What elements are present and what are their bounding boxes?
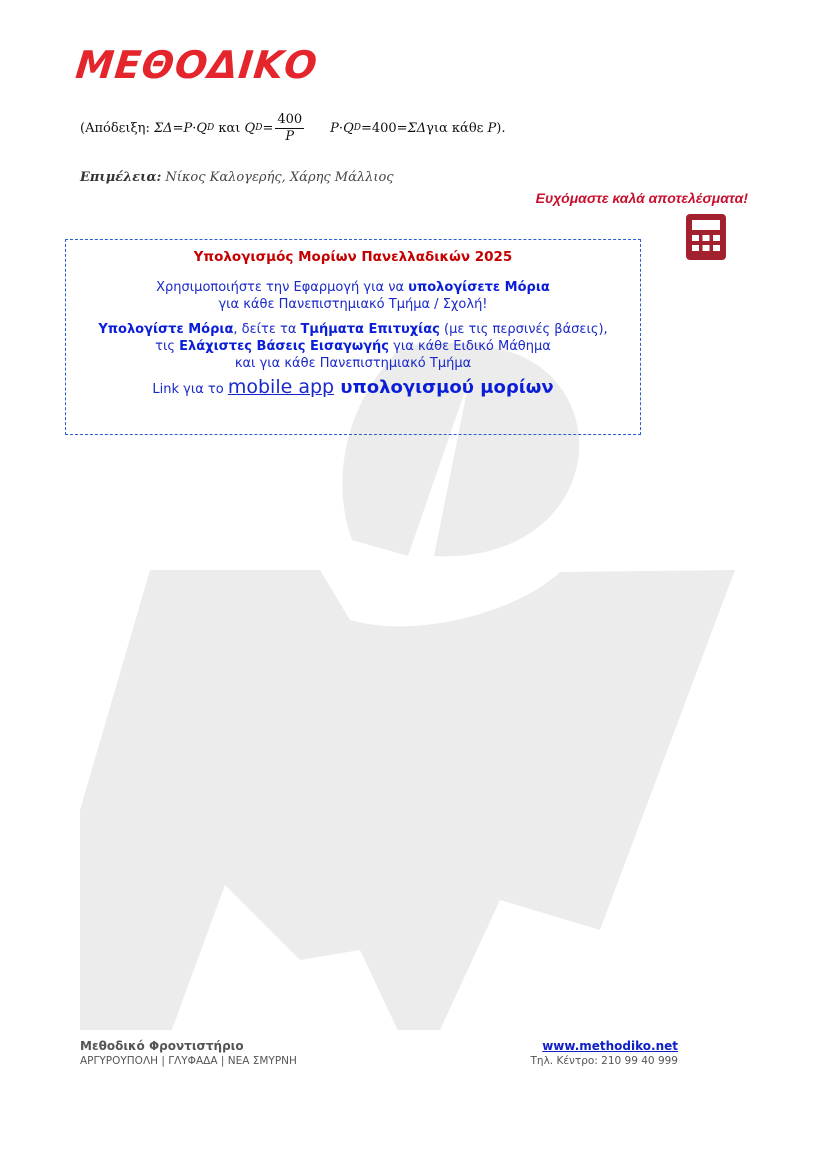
- for-each-text: για κάθε: [426, 120, 484, 136]
- quantity-symbol: Q: [196, 120, 208, 136]
- promo-line-6-text: Link για το: [152, 382, 228, 397]
- demand-subscript: D: [207, 123, 215, 133]
- promo-line-3: [94, 321, 612, 338]
- fraction-denominator: P: [285, 128, 295, 144]
- quantity-symbol-3: Q: [343, 120, 354, 136]
- demand-subscript-2: D: [255, 123, 263, 133]
- footer-locations: ΑΡΓΥΡΟΥΠΟΛΗ | ΓΛΥΦΑΔΑ | ΝΕΑ ΣΜΥΡΝΗ: [80, 1055, 297, 1067]
- fraction-numerator: 400: [277, 111, 303, 127]
- equals-sign: =: [172, 120, 184, 136]
- website-link[interactable]: www.methodiko.net: [542, 1039, 678, 1053]
- promo-line-4-tail: για κάθε Ειδικό Μάθημα: [389, 339, 551, 354]
- quantity-symbol-2: Q: [244, 120, 256, 136]
- footer-name: Μεθοδικό Φροντιστήριο: [80, 1039, 244, 1053]
- proof-equation: [80, 108, 506, 148]
- and-word: και: [218, 120, 241, 136]
- editors-line: [80, 170, 394, 185]
- calculate-moria-text[interactable]: Υπολογίστε Μόρια: [98, 322, 234, 337]
- mobile-app-link[interactable]: mobile app: [227, 376, 335, 398]
- promo-line-3-tail: (με τις περσινές βάσεις),: [439, 322, 608, 337]
- calculator-icon[interactable]: [686, 214, 726, 260]
- sigma-delta-2: ΣΔ: [407, 120, 427, 136]
- min-admission-scores-text[interactable]: Ελάχιστες Βάσεις Εισαγωγής: [179, 339, 390, 354]
- price-symbol-3: P: [487, 120, 497, 136]
- promo-line-4: [94, 338, 612, 355]
- promo-title: Υπολογισμός Μορίων Πανελλαδικών 2025: [193, 249, 513, 265]
- equals-400: =400=: [360, 120, 408, 136]
- footer-right: [531, 1039, 679, 1067]
- sigma-delta: ΣΔ: [153, 120, 173, 136]
- editors-label: Επιμέλεια:: [80, 170, 162, 185]
- footer-left: [80, 1039, 297, 1067]
- dot-operator: ·: [192, 120, 197, 136]
- success-departments-text[interactable]: Τμήματα Επιτυχίας: [300, 322, 440, 337]
- promo-line-3-text: , δείτε τα: [233, 322, 301, 337]
- footer-phone: Τηλ. Κέντρο: 210 99 40 999: [530, 1055, 678, 1067]
- dot-operator-2: ·: [338, 120, 344, 136]
- price-symbol-2: P: [330, 120, 339, 136]
- proof-end: ).: [496, 120, 506, 136]
- moria-calc-app-link[interactable]: υπολογισμού μορίων: [334, 377, 554, 398]
- promo-line-2: για κάθε Πανεπιστημιακό Τμήμα / Σχολή!: [218, 297, 488, 312]
- equals-sign-2: =: [262, 120, 274, 136]
- demand-subscript-3: D: [353, 123, 361, 133]
- editors-names: Νίκος Καλογερής, Χάρης Μάλλιος: [165, 170, 394, 185]
- calculate-moria-link[interactable]: υπολογίσετε Μόρια: [408, 280, 550, 295]
- promo-line-4-text: τις: [155, 339, 180, 354]
- methodiko-logo: ΜΕΘΟΔΙΚΟ: [73, 43, 320, 87]
- fraction: [275, 112, 304, 145]
- price-symbol: P: [183, 120, 193, 136]
- proof-prefix: (Απόδειξη:: [80, 120, 150, 136]
- promo-line-5: και για κάθε Πανεπιστημιακό Τμήμα: [234, 356, 472, 371]
- promo-line-1: [66, 279, 640, 296]
- good-luck-text: Ευχόμαστε καλά αποτελέσματα!: [535, 190, 748, 206]
- promo-line-6: [66, 376, 640, 398]
- promo-line-1-text: Χρησιμοποιήστε την Εφαρμογή για να: [156, 280, 409, 295]
- moria-promo-box: [65, 239, 641, 435]
